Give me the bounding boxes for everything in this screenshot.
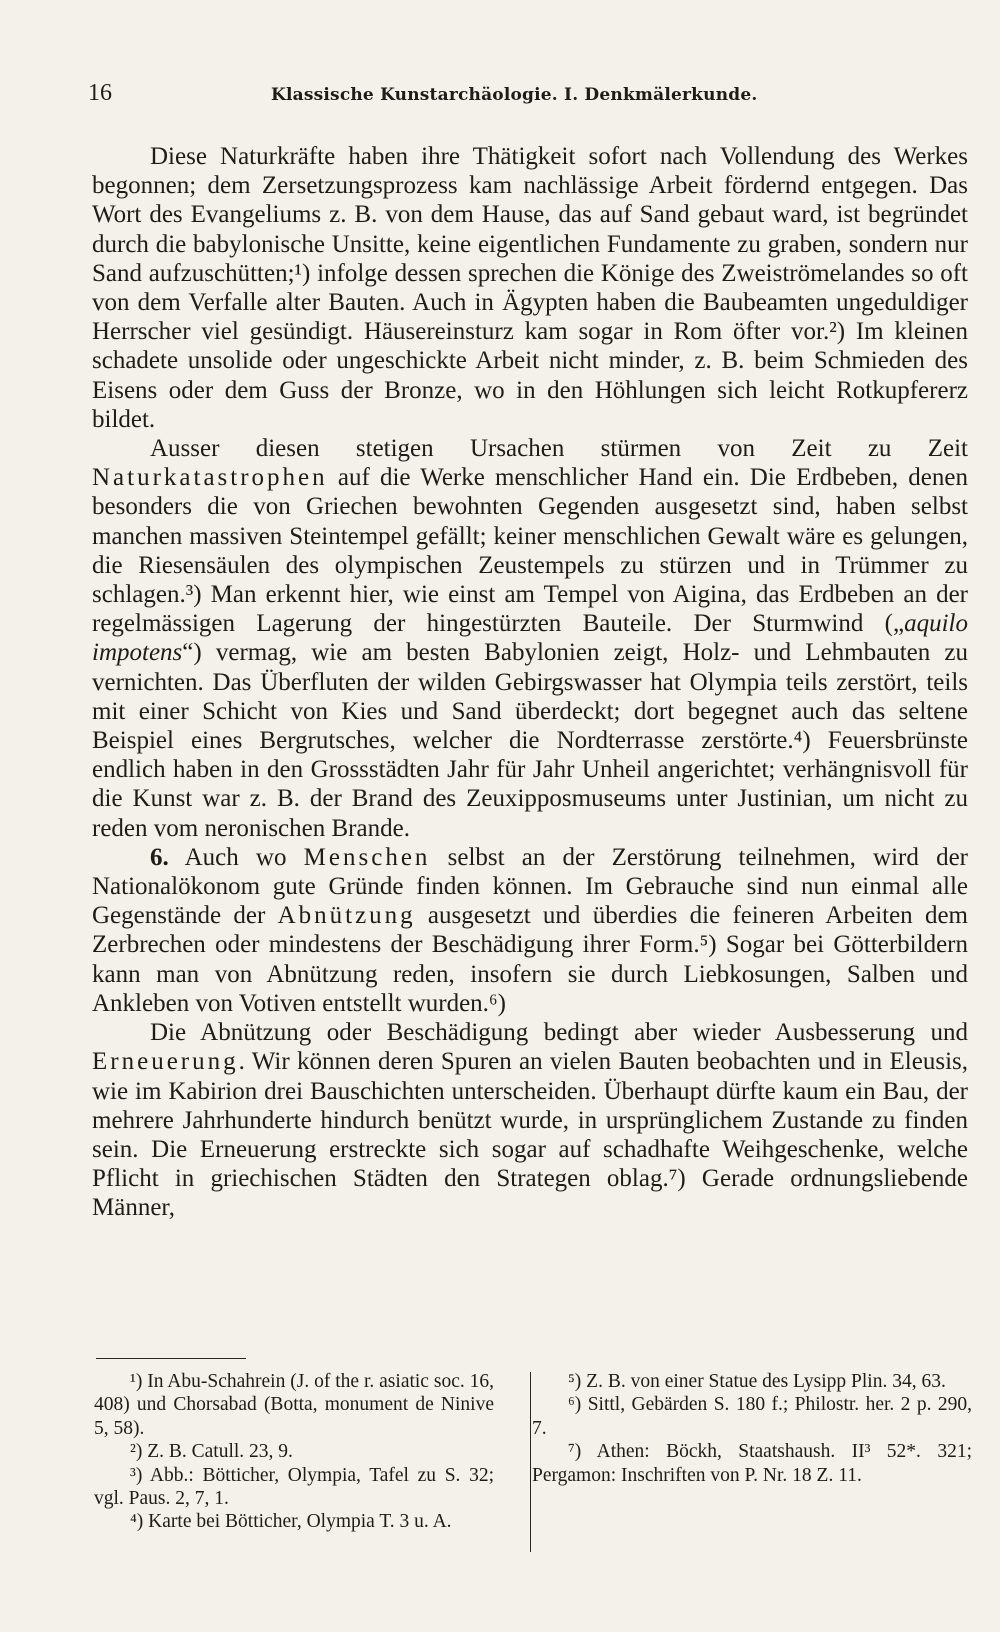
footnotes-right-column (532, 1370, 972, 1487)
text-run: Die Abnützung oder Beschädigung bedingt aber wieder Ausbesserung und (150, 1019, 968, 1047)
paragraph (92, 434, 968, 843)
footnote: ³) Abb.: Bötticher, Olympia, Tafel zu S. 32; vgl. Paus. 2, 7, 1. (94, 1464, 494, 1510)
footnote-column-divider (530, 1372, 531, 1552)
text-run: auf die Werke menschlicher Hand ein. Die Erdbeben, denen besonders die von Griechen bewohnten Gegenden ausgesetzt sind, haben selbst manchen massiven Steintempel gefällt; keiner menschlichen Gewalt wäre es gelungen, die Riesensäulen des olympischen Zeustempels zu stürzen und in Trümmer zu schlagen.³) Man erkennt hier, wie einst am Tempel von Aigina, das Erdbeben an der regelmässigen Lagerung der hingestürzten Bauteile. Der Sturmwind („ (92, 464, 968, 638)
emphasis-spaced: Erneuerung (92, 1048, 239, 1076)
emphasis-italic: aquilo impotens (92, 610, 968, 667)
footnote: ¹) In Abu-Schahrein (J. of the r. asiatic soc. 16, 408) und Chorsabad (Botta, monument de Ninive 5, 58). (94, 1371, 494, 1439)
footnote: ⁴) Karte bei Bötticher, Olympia T. 3 u. A. (130, 1511, 452, 1533)
text-run: “) vermag, wie am besten Babylonien zeigt, Holz- und Lehmbauten zu vernichten. Das Überfluten der wilden Gebirgswasser hat Olympia teils zerstört, teils mit einer Schicht von Kies und Sand überdeckt; dort begegnet auch das seltene Beispiel eines Bergrutsches, welcher die Nordterrasse zerstörte.⁴) Feuersbrünste endlich haben in den Grossstädten Jahr für Jahr Unheil angerichtet; verhängnisvoll für die Kunst war z. B. der Brand des Zeuxipposmuseums unter Justinian, um nicht zu reden vom neronischen Brande. (92, 639, 968, 842)
emphasis-spaced: Naturkatastrophen (92, 464, 328, 492)
section-number: 6. (150, 843, 169, 871)
emphasis-spaced: Menschen (303, 843, 431, 871)
paragraph: Diese Naturkräfte haben ihre Thätigkeit sofort nach Vollendung des Werkes begonnen; dem Zersetzungsprozess kam nachlässige Arbeit fördernd entgegen. Das Wort des Evangeliums z. B. von dem Hause, das auf Sand gebaut ward, ist begründet durch die babylonische Unsitte, keine eigentlichen Fundamente zu graben, sondern nur Sand aufzuschütten;¹) infolge dessen sprechen die Könige des Zweiströmelandes so oft von dem Verfalle alter Bauten. Auch in Ägypten haben die Baubeamten ungeduldiger Herrscher viel gesündigt. Häusereinsturz kam sogar in Rom öfter vor.²) Im kleinen schadete unsolide oder ungeschickte Arbeit nicht minder, z. B. beim Schmieden des Eisens oder dem Guss der Bronze, wo in den Höhlungen sich leicht Rotkupfererz bildet. (92, 143, 968, 433)
footnotes-left-column (94, 1370, 494, 1534)
footnote-rule (96, 1358, 246, 1359)
paragraph (92, 843, 968, 1018)
footnote: ⁷) Athen: Böckh, Staatshaush. II³ 52*. 321; Pergamon: Inschriften von P. Nr. 18 Z. 11. (532, 1441, 972, 1486)
text-run: Ausser diesen stetigen Ursachen stürmen von Zeit zu Zeit (150, 435, 968, 463)
body-text (92, 142, 968, 1223)
emphasis-spaced: Abnützung (277, 902, 416, 930)
footnote: ⁵) Z. B. von einer Statue des Lysipp Plin. 34, 63. (568, 1371, 946, 1392)
paragraph (92, 1018, 968, 1222)
text-run: . Wir können deren Spuren an vielen Bauten beobachten und in Eleusis, wie im Kabirion drei Bauschichten unterscheiden. Überhaupt dürfte kaum ein Bau, der mehrere Jahrhunderte hindurch benützt wurde, in ursprünglichem Zustande zu finden sein. Die Erneuerung erstreckte sich sogar auf schadhafte Weihgeschenke, welche Pflicht in griechischen Städten den Strategen oblag.⁷) Gerade ordnungsliebende Männer, (92, 1048, 968, 1222)
footnote: ²) Z. B. Catull. 23, 9. (130, 1441, 293, 1463)
running-head: Klassische Kunstarchäologie. I. Denkmälerkunde. (271, 85, 758, 105)
page-number: 16 (88, 80, 112, 106)
text-run: selbst an der Zerstörung teilnehmen, wird der Nationalökonom gute Gründe finden können. Im Gebrauche sind nun einmal alle Gegenstände der (92, 843, 969, 930)
footnote: ⁶) Sittl, Gebärden S. 180 f.; Philostr. her. 2 p. 290, 7. (532, 1394, 972, 1439)
text-run: Auch wo (168, 843, 304, 871)
text-run: ausgesetzt und überdies die feineren Arbeiten dem Zerbrechen oder mindestens der Beschädigung ihrer Form.⁵) Sogar bei Götterbildern kann man von Abnützung reden, insofern sie durch Liebkosungen, Salben und Ankleben von Votiven entstellt wurden.⁶) (92, 902, 968, 1017)
